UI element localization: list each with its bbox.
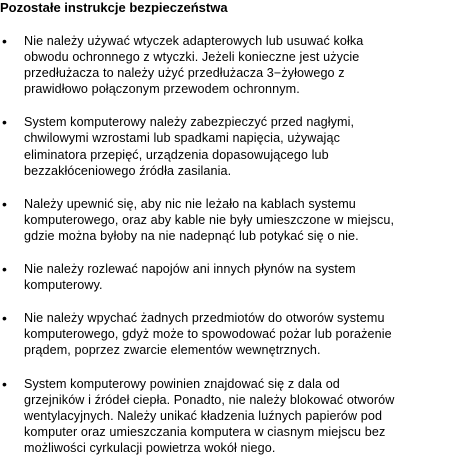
item-text-line: prądem, poprzez zwarcie elementów wewnętrznych. xyxy=(24,343,321,358)
item-text-line: komputer oraz umieszczania komputera w ciasnym miejscu bez xyxy=(24,424,386,439)
item-text-line: prawidłowo połączonym przewodem ochronnym. xyxy=(24,82,300,97)
safety-instructions-list xyxy=(0,33,430,473)
item-text-line: bezzakłóceniowego źródła zasilania. xyxy=(24,163,232,178)
item-text-line: obwodu ochronnego z wtyczki. Jeżeli konieczne jest użycie xyxy=(24,50,360,65)
item-text-line: komputerowy. xyxy=(24,278,103,293)
list-item xyxy=(0,114,430,178)
list-item xyxy=(0,376,430,456)
list-item xyxy=(0,261,430,293)
item-text-line: Należy upewnić się, aby nic nie leżało na kablach systemu xyxy=(24,196,356,211)
list-item xyxy=(0,196,430,244)
item-text-line: Nie należy rozlewać napojów ani innych płynów na system xyxy=(24,262,356,277)
bullet-icon: • xyxy=(2,310,8,327)
item-text-line: Nie należy wpychać żadnych przedmiotów do otworów systemu xyxy=(24,311,385,326)
bullet-icon: • xyxy=(2,114,8,131)
item-text-line: komputerowego, gdyż może to spowodować pożar lub porażenie xyxy=(24,327,392,342)
list-item xyxy=(0,310,430,358)
item-text-line: gdzie można byłoby na nie nadepnąć lub potykać się o nie. xyxy=(24,228,359,243)
list-item xyxy=(0,33,430,97)
bullet-icon: • xyxy=(2,261,8,278)
item-text-line: Nie należy używać wtyczek adapterowych lub usuwać kołka xyxy=(24,34,364,48)
item-text-line: komputerowego, oraz aby kable nie były umieszczone w miejscu, xyxy=(24,212,395,227)
item-text-line: grzejników i źródeł ciepła. Ponadto, nie należy blokować otworów xyxy=(24,392,395,407)
item-text-line: chwilowymi wzrostami lub spadkami napięcia, używając xyxy=(24,131,340,146)
item-text-line: przedłużacza to należy użyć przedłużacza 3−żyłowego z xyxy=(24,66,345,81)
item-text-line: możliwości cyrkulacji powietrza wokół niego. xyxy=(24,440,276,455)
item-text-line: eliminatora przepięć, urządzenia dopasowującego lub xyxy=(24,147,329,162)
bullet-icon: • xyxy=(2,375,8,392)
item-text-line: System komputerowy należy zabezpieczyć przed nagłymi, xyxy=(24,115,355,130)
section-heading: Pozostałe instrukcje bezpieczeństwa xyxy=(0,0,228,15)
bullet-icon: • xyxy=(2,33,8,49)
bullet-icon: • xyxy=(2,195,8,212)
item-text-line: System komputerowy powinien znajdować się z dala od xyxy=(24,376,340,391)
item-text-line: wentylacyjnych. Należy unikać kładzenia luźnych papierów pod xyxy=(24,408,383,423)
